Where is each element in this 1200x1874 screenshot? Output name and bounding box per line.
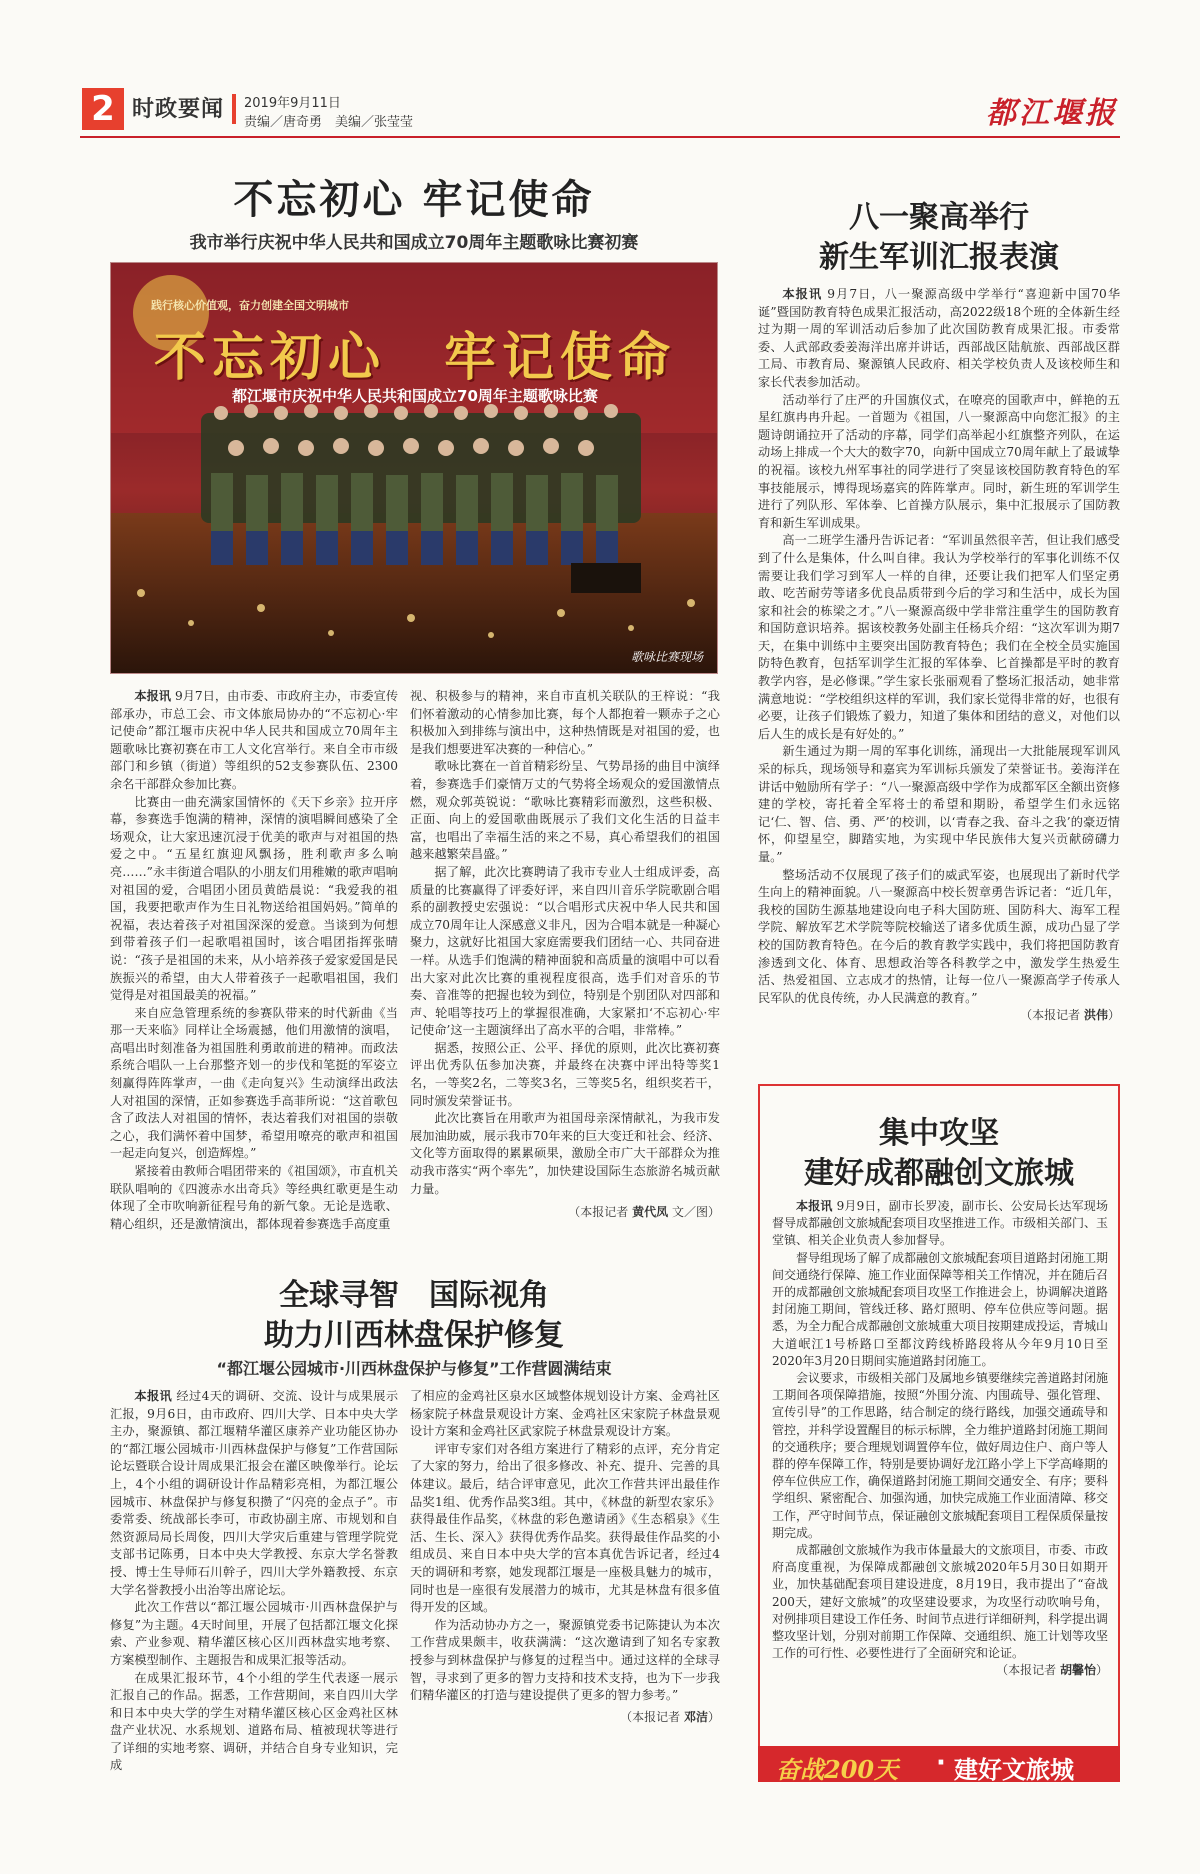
article1-column-1 — [110, 688, 398, 1233]
article2-para: 高一二班学生潘丹告诉记者：“军训虽然很辛苦，但让我们感受到了什么是集体，什么叫自律。我认为学校举行的军事化训练不仅需要让我们学习到军人一样的自律，还要让我们把军人们坚定勇敢、吃苦耐劳等诸多优良品质带到今后的学习和生活中，成长为国家和社会的栋梁之才。”八一聚源高级中学非常注重学生的国防教育和国防意识培养。据该校教务处副主任杨兵介绍：“这次军训为期7天，在集中训练中主要突出国防教育特色；我们在全校全员实施国防特色教育，包括军训学生汇报的军体拳、匕首操都是平时的教育教学内容，是必修课。”学生家长张丽观看了整场汇报活动，她非常满意地说：“学校组织这样的军训，我们家长觉得非常的好，也很有必要，让孩子们锻炼了毅力，知道了集体和团结的意义，对他们以后人生的成长是有好处的。” — [758, 533, 1120, 741]
article2-para: 活动举行了庄严的升国旗仪式，在嘹亮的国歌声中，鲜艳的五星红旗冉冉升起。一首题为《祖国，八一聚源高中向您汇报》的主题诗朗诵拉开了活动的序幕，同学们高举起小红旗整齐列队，在运动场上排成一个大大的数字70，向新中国成立70周年献上了最诚挚的祝福。该校九州军事社的同学进行了突显该校国防教育特色的军事技能展示，博得现场嘉宾的阵阵掌声。同时，新生班的军训学生进行了列队形、军体拳、匕首操方队展示，集中汇报展示了国防教育和新生军训成果。 — [758, 392, 1120, 530]
article4-title: 集中攻坚 — [879, 1116, 999, 1151]
article1-subtitle: 我市举行庆祝中华人民共和国成立70周年主题歌咏比赛初赛 — [189, 233, 639, 253]
article4-para: 本报讯 9月9日，副市长罗凌，副市长、公安局长达军现场督导成都融创文旅城配套项目攻坚推进工作。市级相关部门、玉堂镇、相关企业负责人参加督导。 — [772, 1199, 1109, 1248]
page-number: 2 — [82, 88, 124, 130]
article3-para: 在成果汇报环节，4个小组的学生代表逐一展示汇报自己的作品。据悉，工作营期间，来自四川大学和日本中央大学的学生对精华灌区核心区金鸡社区林盘产业状况、水系规划、道路布局、植被现状等进行了详细的实地考察、调研，并结合自身专业知识，完成 — [110, 1670, 398, 1773]
article3-para: 了相应的金鸡社区泉水区域整体规划设计方案、金鸡社区杨家院子林盘景观设计方案、金鸡社区宋家院子林盘景观设计方案和金鸡社区武家院子林盘景观设计方案。 — [410, 1389, 720, 1439]
article2-para: 整场活动不仅展现了孩子们的威武军姿，也展现出了新时代学生向上的精神面貌。八一聚源高中校长贺章勇告诉记者：“近几年，我校的国防生源基地建设向电子科大国防班、国防科大、海军工程学院、解放军艺术学院等院校输送了诸多优质生源，成功凸显了学校的国防教育特色。在今后的教育教学实践中，我们将把国防教育渗透到文化、体育、思想政治等各科教学之中，激发学生热爱生活、热爱祖国、立志成才的热情，让每一位八一聚源高学子传承人民军队的优良传统，办人民满意的教育。” — [758, 867, 1120, 1005]
photo-banner-main: 不忘初心 牢记使命 — [153, 327, 676, 388]
article3-column-2 — [410, 1388, 720, 1726]
editors-line: 责编／唐奇勇 美编／张莹莹 — [244, 115, 414, 130]
article3-para: 本报讯 经过4天的调研、交流、设计与成果展示汇报，9月6日，由市政府、四川大学、日本中央大学主办，聚源镇、都江堰精华灌区康养产业功能区协办的“都江堰公园城市·川西林盘保护与修复”工作营国际论坛暨联合设计周成果汇报会在灌区映像举行。论坛上，4个小组的调研设计作品精彩亮相，为都江堰公园城市、林盘保护与修复积攒了“闪亮的金点子”。市委常委、统战部长李可，市政协副主席、市规划和自然资源局局长周俊，四川大学灾后重建与管理学院党支部书记陈勇，日本中央大学教授、东京大学名誉教授、博士生导师石川幹子，四川大学外籍教授、东京大学名誉教授小出治等出席论坛。 — [110, 1389, 399, 1597]
newspaper-logo: 都江堰报 — [986, 96, 1118, 131]
article3-subtitle: “都江堰公园城市·川西林盘保护与修复”工作营圆满结束 — [216, 1359, 612, 1378]
article1-para: 紧接着由教师合唱团带来的《祖国颂》，市直机关联队唱响的《四渡赤水出奇兵》等经典红歌更是生动体现了全市吹响新征程号角的新气象。无论是选歌、精心组织，还是激情演出，都体现着参赛选手高度重 — [110, 1164, 398, 1231]
section-title: 时政要闻 — [132, 97, 225, 122]
article3-para: 作为活动协办方之一，聚源镇党委书记陈捷认为本次工作营成果颇丰，收获满满：“这次邀请到了知名专家教授参与到林盘保护与修复的过程当中。通过这样的全球寻智，寻求到了更多的智力支持和技术支持，也为下一步我们精华灌区的打造与建设提供了更多的智力参考。” — [410, 1617, 720, 1703]
section-divider — [232, 94, 236, 124]
article1-column-2 — [410, 688, 720, 1222]
photo-caption: 歌咏比赛现场 — [630, 650, 703, 664]
article2-para: 本报讯 9月7日，八一聚源高级中学举行“喜迎新中国70华诞”暨国防教育特色成果汇报活动，高2022级18个班的全体新生经过为期一周的军训活动后参加了此次国防教育成果汇报。市委常委、人武部政委姜海洋出席并讲话，西部战区陆航旅、西部战区群工局、市教育局、聚源镇人民政府、相关学校负责人及该校师生和家长代表参加活动。 — [758, 287, 1121, 389]
article3-para: 评审专家们对各组方案进行了精彩的点评，充分肯定了大家的努力，给出了很多修改、补充、提升、完善的具体建议。最后，结合评审意见，此次工作营共评出最佳作品奖1组、优秀作品奖3组。其中，《林盘的新型农家乐》获得最佳作品奖，《林盘的彩色邀请函》《生态稻泉》《生活、生长、深入》获得优秀作品奖。获得最佳作品奖的小组成员、来自日本中央大学的宫本真优告诉记者，经过4天的调研和考察，她发现都江堰是一座极具魅力的城市，同时也是一座很有发展潜力的城市，尤其是林盘有很多值得开发的区域。 — [410, 1441, 720, 1615]
banner-right-text: 建好文旅城 — [954, 1755, 1074, 1784]
campaign-banner — [758, 1746, 1120, 1782]
article1-para: 此次比赛旨在用歌声为祖国母亲深情献礼，为我市发展加油助威，展示我市70年来的巨大变迁和社会、经济、文化等方面取得的累累硕果，激励全市广大干部群众为推动我市落实“两个率先”，加快建设国际生态旅游名城贡献力量。 — [410, 1111, 720, 1196]
article4-byline: （本报记者 胡馨怡） — [996, 1663, 1108, 1678]
article4-para: 会议要求，市级相关部门及属地乡镇要继续完善道路封闭施工期间各项保障措施，按照“外围分流、内围疏导、强化管理、宣传引导”的工作思路，结合制定的绕行路线，加强交通疏导和管控，并科学设置醒目的标示标牌，全力维护道路封闭施工期间的交通秩序；要合理规划调置停车位，做好周边住户、商户等人群的停车保障工作，特别是要协调好龙江路小学上下学高峰期的停车位供应工作，确保道路封闭施工期间交通安全、有序；要科学组织、紧密配合、加强沟通，加快完成施工作业面清障、移交工作，严守时间节点，保证融创文旅城配套项目工程保质保量按期完成。 — [772, 1371, 1109, 1540]
article4-body — [772, 1198, 1108, 1680]
article3-title-2: 助力川西林盘保护修复 — [264, 1318, 564, 1353]
article1-para: 本报讯 9月7日，由市委、市政府主办，市委宣传部承办，市总工会、市文体旅局协办的“不忘初心·牢记使命”都江堰市庆祝中华人民共和国成立70周年主题歌咏比赛初赛在市工人文化宫举行。来自全市市级部门和乡镇（街道）等组织的52支参赛队伍、2300余名干部群众参加比赛。 — [110, 689, 399, 791]
issue-date: 2019年9月11日 — [244, 96, 341, 111]
article2-para: 新生通过为期一周的军事化训练，涌现出一大批能展现军训风采的标兵，现场领导和嘉宾为军训标兵颁发了荣誉证书。姜海洋在讲话中勉励所有学子：“八一聚源高级中学作为成都军区全额出资修建的学校，寄托着全军将士的希望和期盼，希望学生们永远铭记‘仁、智、信、勇、严’的校训，以‘青春之我、奋斗之我’的豪迈情怀，仰望星空，脚踏实地，为实现中华民族伟大复兴贡献磅礴力量。” — [758, 744, 1120, 864]
article1-byline: （本报记者 黄代凤 文／图） — [568, 1205, 720, 1220]
article4-title-2: 建好成都融创文旅城 — [804, 1156, 1074, 1191]
photo-slogan: 践行核心价值观，奋力创建全国文明城市 — [151, 299, 349, 312]
article1-para: 歌咏比赛在一首首精彩纷呈、气势昂扬的曲目中演绎着，参赛选手们豪情万丈的气势将全场观众的爱国激情点燃，观众郭英锐说：“歌咏比赛精彩而激烈，这些积极、正面、向上的爱国歌曲既展示了我们文化生活的日益丰富，也唱出了幸福生活的来之不易，真心希望我们的祖国越来越繁荣昌盛。” — [410, 759, 720, 862]
article1-photo — [110, 262, 718, 674]
masthead-bar — [82, 88, 1118, 132]
article1-para: 来自应急管理系统的参赛队带来的时代新曲《当那一天来临》同样让全场震撼，他们用激情的演唱，高唱出时刻准备为祖国胜利勇敢前进的精神。而政法系统合唱队一上台那整齐划一的步伐和笔挺的军姿立刻赢得阵阵掌声，一曲《走向复兴》生动演绎出政法人对祖国的深情，正如参赛选手高菲所说：“这首歌包含了政法人对祖国的情怀，表达着我们对祖国的崇敬之心，我们满怀着中国梦，希望用嘹亮的歌声和祖国一起走向复兴，创造辉煌。” — [110, 1005, 398, 1161]
article2-title-2: 新生军训汇报表演 — [819, 240, 1059, 275]
photo-banner-sub: 都江堰市庆祝中华人民共和国成立70周年主题歌咏比赛 — [232, 387, 598, 405]
article1-para: 视、积极参与的精神，来自市直机关联队的王梓说：“我们怀着激动的心情参加比赛，每个人都抱着一颗赤子之心积极加入到排练与演出中，这种热情既是对祖国的爱，也是我们想要进军决赛的一种信心。” — [410, 689, 720, 756]
article2-title: 八一聚高举行 — [849, 200, 1029, 235]
article4-para: 成都融创文旅城作为我市体量最大的文旅项目，市委、市政府高度重视，为保障成都融创文旅城2020年5月30日如期开业，加快基础配套项目建设进度，8月19日，我市提出了“奋战200天，建好文旅城”的攻坚建设要求，为攻坚行动吹响号角，对例排项目建设工作任务、时间节点进行详细研判，科学提出调整攻坚计划，分别对前期工作保障、交通组织、施工计划等攻坚工作的可行性、必要性进行了全面研究和论证。 — [772, 1543, 1109, 1661]
article1-para: 比赛由一曲充满家国情怀的《天下乡亲》拉开序幕，参赛选手饱满的精神，深情的演唱瞬间感染了全场观众，让大家迅速沉浸于优美的歌声与对祖国的热爱之中。“五星红旗迎风飘扬，胜利歌声多么响亮……”永丰街道合唱队的小朋友们用稚嫩的歌声唱响对祖国的爱，合唱团小团员黄皓晨说：“我爱我的祖国，我要把歌声作为生日礼物送给祖国妈妈。”简单的祝福，表达着孩子对祖国深深的爱意。当谈到为何想到带着孩子们一起歌唱祖国时，该合唱团指挥张晴说：“孩子是祖国的未来，从小培养孩子爱家爱国是民族振兴的希望，由大人带着孩子一起歌唱祖国，我们觉得是对祖国最美的祝福。” — [110, 794, 398, 1003]
article2-body — [758, 286, 1120, 1025]
article1-para: 据了解，此次比赛聘请了我市专业人士组成评委，高质量的比赛赢得了评委好评，来自四川音乐学院歌剧合唱系的副教授史宏强说：“以合唱形式庆祝中华人民共和国成立70周年让人深感意义非凡，因为合唱本就是一种凝心聚力，这就好比祖国大家庭需要我们团结一心、共同奋进一样。从选手们饱满的精神面貌和高质量的演唱中可以看出大家对此次比赛的重视程度很高，选手们对音乐的节奏、音准等的把握也较为到位，特别是个别团队对四部和声、轮唱等技巧上的掌握很准确，大家紧扣‘不忘初心·牢记使命’这一主题演绎出了高水平的合唱，非常棒。” — [410, 864, 720, 1038]
banner-dot: · — [936, 1748, 946, 1778]
article3-title: 全球寻智 国际视角 — [279, 1278, 549, 1313]
article1-para: 据悉，按照公正、公平、择优的原则，此次比赛初赛评出优秀队伍参加决赛，并最终在决赛中评出特等奖1名，一等奖2名，二等奖3名，三等奖5名，组织奖若干，同时颁发荣誉证书。 — [410, 1040, 720, 1108]
article3-column-1 — [110, 1388, 398, 1775]
article2-byline: （本报记者 洪伟） — [1020, 1008, 1120, 1023]
article4-para: 督导组现场了解了成都融创文旅城配套项目道路封闭施工期间交通绕行保障、施工作业面保障等相关工作情况，并在随后召开的成都融创文旅城配套项目攻坚工作推进会上，协调解决道路封闭施工期间，管线迁移、路灯照明、停车位供应等问题。据悉，为全力配合成都融创文旅城重大项目按期建成投运，青城山大道岷江1号桥路口至都汶跨线桥路段将从今年9月10日至2020年3月20日期间实施道路封闭施工。 — [772, 1250, 1109, 1368]
header-rule — [80, 136, 1120, 138]
article1-title: 不忘初心 牢记使命 — [233, 176, 595, 223]
article3-byline: （本报记者 邓洁） — [620, 1709, 720, 1724]
banner-left-text: 奋战200天 — [776, 1755, 899, 1784]
article3-para: 此次工作营以“都江堰公园城市·川西林盘保护与修复”为主题。4天时间里，开展了包括都江堰文化探索、产业参观、精华灌区核心区川西林盘实地考察、方案模型制作、主题报告和成果汇报等活动。 — [110, 1600, 398, 1667]
